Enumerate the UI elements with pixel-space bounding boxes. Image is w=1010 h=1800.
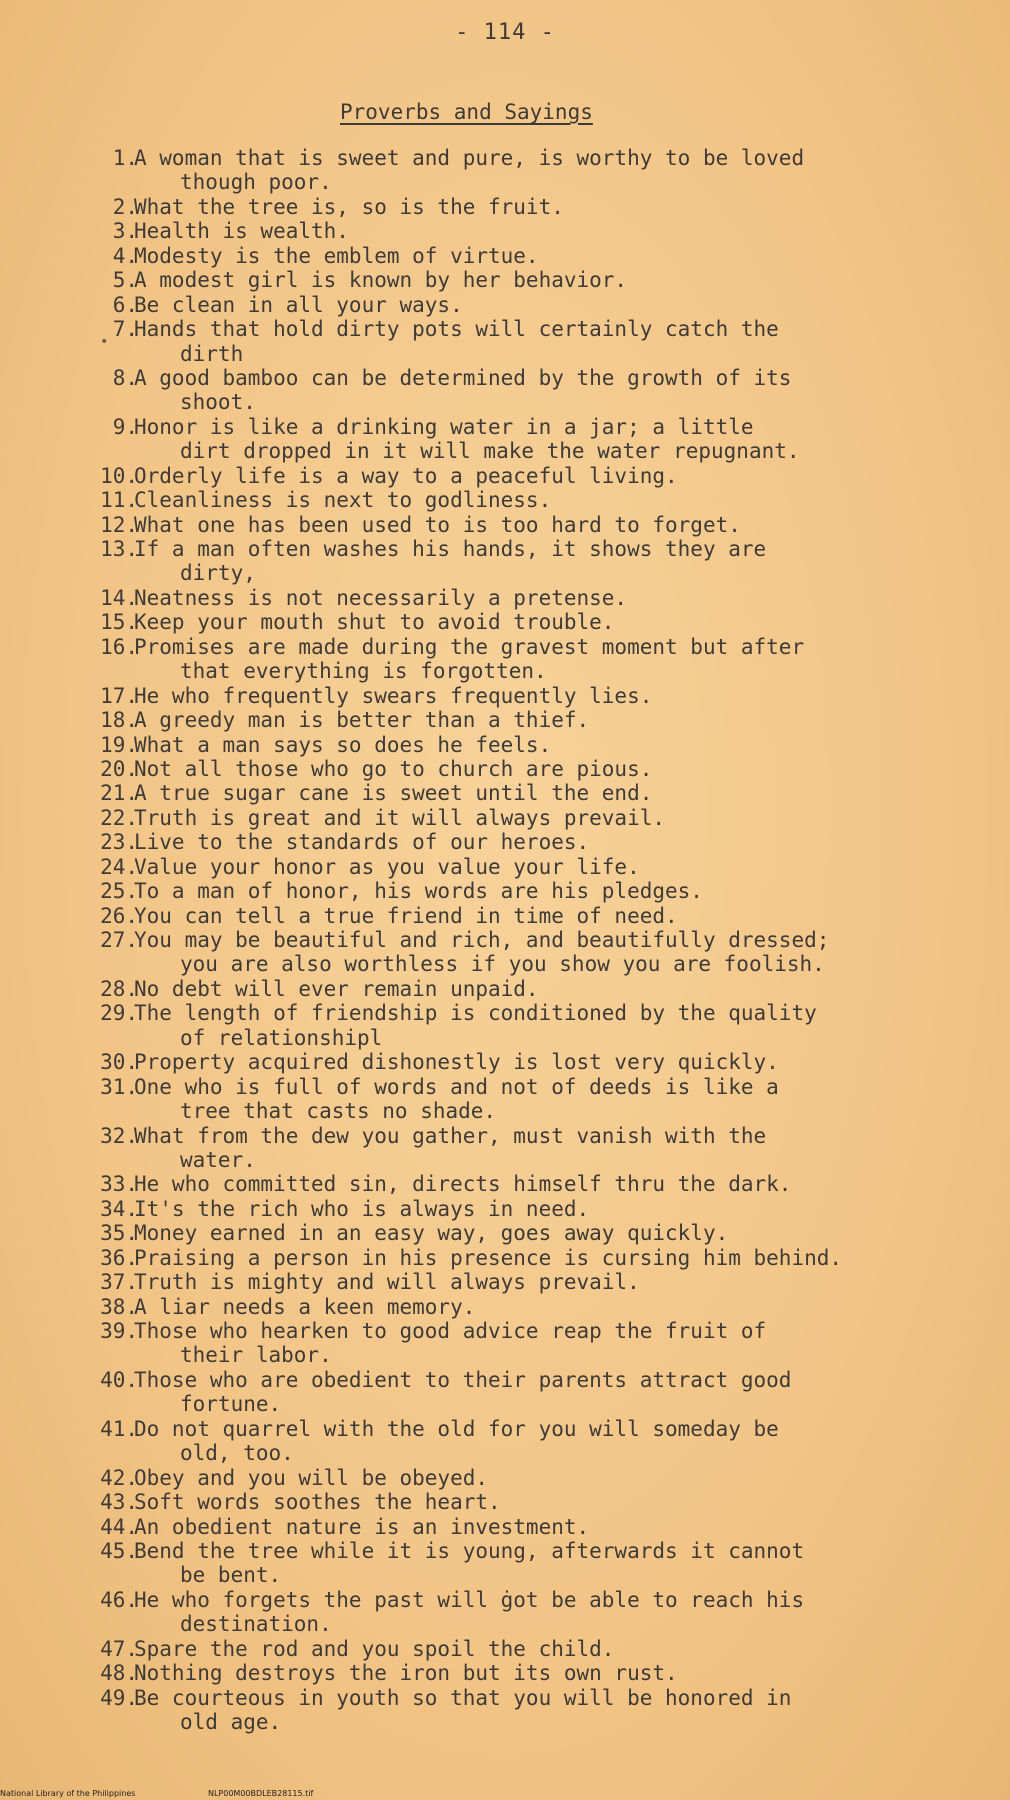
page-number: - 114 - <box>455 20 555 45</box>
proverb-item <box>0 635 1010 659</box>
proverb-number: 4. <box>112 243 138 268</box>
proverb-number: 19. <box>100 732 138 757</box>
proverb-text: dirty, <box>180 561 256 586</box>
proverb-item <box>0 1050 1010 1074</box>
proverb-text: Property acquired dishonestly is lost very quickly. <box>134 1050 779 1075</box>
proverb-item <box>0 733 1010 757</box>
proverb-item <box>0 195 1010 219</box>
proverb-text: What the tree is, so is the fruit. <box>134 194 564 219</box>
proverb-text: A woman that is sweet and pure, is worthy to be loved <box>134 146 805 170</box>
proverb-text: you are also worthless if you show you are foolish. <box>180 952 825 977</box>
stray-mark: • <box>100 334 109 350</box>
proverb-continuation <box>0 439 1010 463</box>
proverb-text: What a man says so does he feels. <box>134 732 552 757</box>
proverb-continuation <box>0 1612 1010 1636</box>
proverb-continuation <box>0 1441 1010 1465</box>
proverb-text: Health is wealth. <box>134 219 349 244</box>
proverb-text: A good bamboo can be determined by the growth of its <box>134 365 792 390</box>
proverb-item <box>0 1686 1010 1710</box>
proverb-number: 12. <box>100 512 138 537</box>
proverb-number: 29. <box>100 1001 138 1026</box>
proverb-item <box>0 1221 1010 1245</box>
proverb-text: Live to the standards of our heroes. <box>134 830 590 855</box>
proverb-text: fortune. <box>180 1392 282 1417</box>
proverb-continuation <box>0 1026 1010 1050</box>
proverb-item <box>0 1172 1010 1196</box>
proverb-continuation <box>0 1148 1010 1172</box>
proverb-text: dirt dropped in it will make the water repugnant. <box>180 439 800 464</box>
proverb-text: though poor. <box>180 170 332 195</box>
proverb-number: 47. <box>100 1636 138 1661</box>
proverb-item <box>0 513 1010 537</box>
proverb-number: 22. <box>100 805 138 830</box>
proverb-item <box>0 757 1010 781</box>
proverb-item <box>0 684 1010 708</box>
proverb-item <box>0 586 1010 610</box>
proverb-text: Praising a person in his presence is cursing him behind. <box>134 1245 843 1270</box>
proverb-item <box>0 219 1010 243</box>
proverb-number: 8. <box>112 365 138 390</box>
proverb-text: Those who are obedient to their parents attract good <box>134 1367 792 1392</box>
proverb-item <box>0 1270 1010 1294</box>
proverb-continuation <box>0 1563 1010 1587</box>
proverb-text: One who is full of words and not of deeds is like a <box>134 1074 779 1099</box>
proverb-text: Promises are made during the gravest moment but after <box>134 634 805 659</box>
proverb-text: old age. <box>180 1710 282 1734</box>
proverb-number: 38. <box>100 1294 138 1319</box>
proverb-continuation <box>0 659 1010 683</box>
proverb-number: 39. <box>100 1319 138 1343</box>
proverb-number: 43. <box>100 1490 138 1515</box>
proverb-text: He who frequently swears frequently lies. <box>134 683 653 708</box>
proverb-number: 20. <box>100 756 138 781</box>
proverb-number: 34. <box>100 1196 138 1221</box>
proverb-item <box>0 1124 1010 1148</box>
proverb-number: 15. <box>100 610 138 635</box>
proverb-text: A true sugar cane is sweet until the end. <box>134 781 653 806</box>
proverb-text: It's the rich who is always in need. <box>134 1196 590 1221</box>
proverb-text: Truth is mighty and will always prevail. <box>134 1270 640 1295</box>
footer-library: National Library of the Philippines <box>0 1789 136 1798</box>
proverb-item <box>0 1246 1010 1270</box>
proverb-item <box>0 1637 1010 1661</box>
proverb-continuation <box>0 561 1010 585</box>
proverb-number: 48. <box>100 1661 138 1686</box>
proverb-number: 44. <box>100 1514 138 1539</box>
proverb-number: 31. <box>100 1074 138 1099</box>
proverb-text: shoot. <box>180 390 256 415</box>
proverb-item <box>0 1515 1010 1539</box>
proverb-number: 27. <box>100 928 138 952</box>
proverb-text: If a man often washes his hands, it shows they are <box>134 537 767 561</box>
proverb-item <box>0 708 1010 732</box>
proverb-text: He who committed sin, directs himself thru the dark. <box>134 1172 792 1197</box>
proverb-number: 41. <box>100 1416 138 1441</box>
proverb-number: 11. <box>100 488 138 513</box>
scan-footer <box>0 1789 383 1798</box>
proverb-text: A liar needs a keen memory. <box>134 1294 476 1319</box>
proverb-text: What one has been used to is too hard to forget. <box>134 512 741 537</box>
proverb-number: 42. <box>100 1465 138 1490</box>
proverb-number: 16. <box>100 634 138 659</box>
proverb-number: 5. <box>112 268 138 293</box>
proverb-continuation <box>0 390 1010 414</box>
proverb-item <box>0 244 1010 268</box>
proverb-number: 40. <box>100 1367 138 1392</box>
proverb-text: Be clean in all your ways. <box>134 292 463 317</box>
proverb-item <box>0 1539 1010 1563</box>
proverb-item <box>0 1075 1010 1099</box>
proverb-text: To a man of honor, his words are his pledges. <box>134 879 703 904</box>
proverb-text: Do not quarrel with the old for you will someday be <box>134 1416 779 1441</box>
proverb-text: Cleanliness is next to godliness. <box>134 488 552 513</box>
proverb-text: Honor is like a drinking water in a jar; a little <box>134 414 754 439</box>
proverb-item <box>0 806 1010 830</box>
proverb-number: 46. <box>100 1587 138 1612</box>
proverb-number: 37. <box>100 1270 138 1295</box>
proverb-item <box>0 366 1010 390</box>
proverb-list <box>0 146 1010 1734</box>
proverb-item <box>0 977 1010 1001</box>
proverb-text: dirth <box>180 341 244 366</box>
proverb-continuation <box>0 1099 1010 1123</box>
proverb-number: 2. <box>112 194 138 219</box>
proverb-text: Nothing destroys the iron but its own rust. <box>134 1661 678 1686</box>
proverb-continuation <box>0 952 1010 976</box>
proverb-text: destination. <box>180 1612 332 1637</box>
proverb-text: Be courteous in youth so that you will be honored in <box>134 1685 792 1710</box>
proverb-item <box>0 415 1010 439</box>
proverb-item <box>0 928 1010 952</box>
proverb-item <box>0 1588 1010 1612</box>
proverb-item <box>0 855 1010 879</box>
proverb-item <box>0 1661 1010 1685</box>
proverb-text: tree that casts no shade. <box>180 1099 497 1124</box>
proverb-text: You may be beautiful and rich, and beautifully dressed; <box>134 928 830 952</box>
proverb-text: Truth is great and it will always prevail. <box>134 805 666 830</box>
proverb-text: water. <box>180 1147 256 1172</box>
proverb-text: Those who hearken to good advice reap the fruit of <box>134 1319 767 1343</box>
proverb-item <box>0 268 1010 292</box>
proverb-text: old, too. <box>180 1441 294 1466</box>
proverb-number: 13. <box>100 537 138 561</box>
proverb-item <box>0 610 1010 634</box>
proverb-number: 45. <box>100 1538 138 1563</box>
proverb-text: their labor. <box>180 1343 332 1368</box>
proverb-text: Money earned in an easy way, goes away quickly. <box>134 1221 729 1246</box>
proverb-number: 32. <box>100 1123 138 1148</box>
proverb-item <box>0 879 1010 903</box>
proverb-item <box>0 537 1010 561</box>
proverb-text: Orderly life is a way to a peaceful living. <box>134 463 678 488</box>
proverb-item <box>0 1001 1010 1025</box>
proverb-number: 9. <box>112 414 138 439</box>
proverb-text: You can tell a true friend in time of need. <box>134 903 678 928</box>
proverb-number: 1. <box>112 146 138 170</box>
proverb-text: Not all those who go to church are pious. <box>134 756 653 781</box>
proverb-number: 6. <box>112 292 138 317</box>
proverb-continuation <box>0 1392 1010 1416</box>
proverb-item <box>0 1319 1010 1343</box>
proverb-text: Neatness is not necessarily a pretense. <box>134 585 628 610</box>
proverb-item <box>0 146 1010 170</box>
proverb-continuation <box>0 342 1010 366</box>
proverb-text: of relationshipl <box>180 1025 383 1050</box>
proverb-text: The length of friendship is conditioned by the quality <box>134 1001 817 1026</box>
proverb-text: Hands that hold dirty pots will certainly catch the <box>134 317 779 342</box>
proverb-item <box>0 1417 1010 1441</box>
proverb-number: 23. <box>100 830 138 855</box>
proverb-number: 17. <box>100 683 138 708</box>
proverb-item <box>0 488 1010 512</box>
proverb-number: 25. <box>100 879 138 904</box>
proverb-text: He who forgets the past will ġot be able to reach his <box>134 1587 805 1612</box>
proverb-text: Value your honor as you value your life. <box>134 854 640 879</box>
proverb-number: 33. <box>100 1172 138 1197</box>
proverb-number: 3. <box>112 219 138 244</box>
proverb-text: No debt will ever remain unpaid. <box>134 976 539 1001</box>
proverb-number: 26. <box>100 903 138 928</box>
proverb-item <box>0 464 1010 488</box>
proverb-item <box>0 830 1010 854</box>
proverb-text: Spare the rod and you spoil the child. <box>134 1636 615 1661</box>
proverb-text: Obey and you will be obeyed. <box>134 1465 489 1490</box>
proverb-number: 30. <box>100 1050 138 1075</box>
proverb-text: A modest girl is known by her behavior. <box>134 268 628 293</box>
proverb-number: 21. <box>100 781 138 806</box>
proverb-item <box>0 781 1010 805</box>
proverb-text: An obedient nature is an investment. <box>134 1514 590 1539</box>
proverb-number: 28. <box>100 976 138 1001</box>
proverb-text: that everything is forgotten. <box>180 659 547 684</box>
proverb-item <box>0 317 1010 341</box>
proverb-number: 35. <box>100 1221 138 1246</box>
proverb-text: A greedy man is better than a thief. <box>134 708 590 733</box>
proverb-text: Bend the tree while it is young, afterwards it cannot <box>134 1538 805 1563</box>
proverb-item <box>0 1490 1010 1514</box>
proverb-number: 36. <box>100 1245 138 1270</box>
proverb-number: 7. <box>112 317 138 342</box>
proverb-number: 18. <box>100 708 138 733</box>
proverb-item <box>0 293 1010 317</box>
proverb-item <box>0 1295 1010 1319</box>
proverb-number: 10. <box>100 463 138 488</box>
proverb-text: What from the dew you gather, must vanish with the <box>134 1123 767 1148</box>
proverb-item <box>0 1197 1010 1221</box>
proverb-number: 14. <box>100 585 138 610</box>
proverb-item <box>0 904 1010 928</box>
proverb-text: be bent. <box>180 1563 282 1588</box>
proverb-text: Soft words soothes the heart. <box>134 1490 501 1515</box>
footer-file: NLP00M00BDLEB28115.tif <box>207 1789 314 1798</box>
proverb-item <box>0 1466 1010 1490</box>
document-title: Proverbs and Sayings <box>340 100 593 124</box>
proverb-item <box>0 1368 1010 1392</box>
proverb-continuation <box>0 1343 1010 1367</box>
proverb-text: Keep your mouth shut to avoid trouble. <box>134 610 615 635</box>
proverb-number: 24. <box>100 854 138 879</box>
proverb-continuation <box>0 1710 1010 1734</box>
proverb-continuation <box>0 170 1010 194</box>
proverb-number: 49. <box>100 1685 138 1710</box>
proverb-text: Modesty is the emblem of virtue. <box>134 243 539 268</box>
